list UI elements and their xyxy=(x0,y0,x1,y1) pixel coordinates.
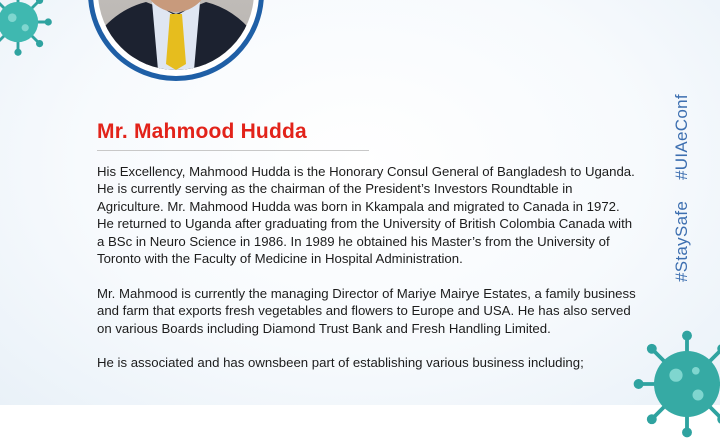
hashtag-staysafe: #StaySafe xyxy=(672,200,691,282)
bio-paragraph: Mr. Mahmood is currently the managing Director of Mariye Mairye Estates, a family business and farm that exports fresh vegetables and flowers to Europe and USA. He has also served on various Boards including Diamond Trust Bank and Fresh Handling Limited. xyxy=(97,285,636,336)
speaker-bio xyxy=(97,163,637,389)
speaker-photo xyxy=(98,0,254,70)
hashtag-uiaeconf: #UIAeConf xyxy=(672,94,691,180)
coronavirus-icon xyxy=(632,329,720,439)
speaker-name: Mr. Mahmood Hudda xyxy=(97,120,307,143)
bio-paragraph: His Excellency, Mahmood Hudda is the Honorary Consul General of Bangladesh to Uganda. He is currently serving as the chairman of the President’s Investors Roundtable in Agriculture. Mr. Mahmood Hudda was born in Kkampala and migrated to Canada in 1972. He returned to Uganda after graduating from the University of British Colombia Canada with a BSc in Neuro Science in 1986. In 1989 he obtained his Master’s from the University of Toronto with the Faculty of Medicine in Hospital Administration. xyxy=(97,164,635,267)
name-divider xyxy=(97,150,369,151)
coronavirus-icon xyxy=(0,0,54,58)
bio-paragraph: He is associated and has ownsbeen part of establishing various business including; xyxy=(97,355,584,371)
